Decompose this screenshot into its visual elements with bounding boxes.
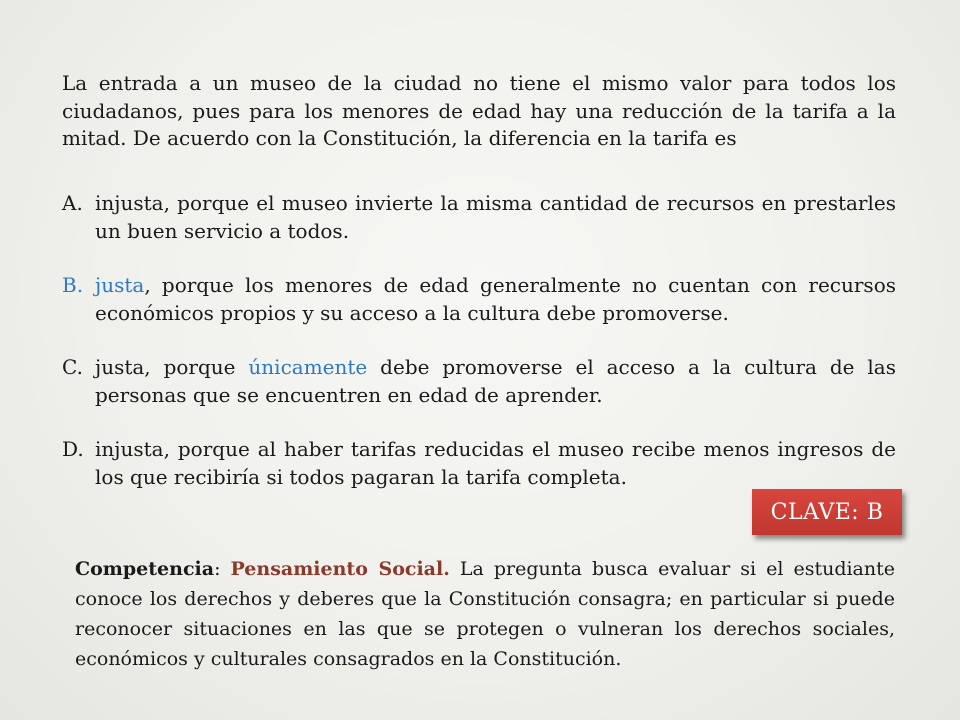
- competencia-text: La pregunta busca evaluar si el estudiante conoce los derechos y deberes que la Constitución consagra; en particular si puede reconocer situaciones en las que se protegen o vulneran los derechos sociales, económicos y culturales consagrados en la Constitución.: [75, 558, 895, 670]
- option-text: justa, porque: [95, 355, 249, 379]
- option-letter: C.: [62, 355, 83, 379]
- competencia-separator: :: [214, 558, 231, 580]
- option-text: injusta, porque al haber tarifas reducidas el museo recibe menos ingresos de los que recibiría si todos pagaran la tarifa completa.: [95, 437, 896, 489]
- competencia-area: Pensamiento Social.: [230, 558, 450, 580]
- option-highlight: únicamente: [248, 355, 368, 379]
- option-text: debe promoverse el acceso a la cultura de las personas que se encuentren en edad de aprender.: [95, 355, 896, 407]
- option-letter: D.: [62, 437, 84, 461]
- competencia-label: Competencia: [75, 558, 215, 580]
- option-highlight: justa: [95, 273, 145, 297]
- option-text: injusta, porque el museo invierte la misma cantidad de recursos en prestarles un buen servicio a todos.: [95, 191, 896, 243]
- option-d: [62, 436, 896, 491]
- option-b: [62, 272, 896, 327]
- option-letter: B.: [62, 273, 84, 297]
- option-letter: A.: [62, 191, 83, 215]
- question-text: La entrada a un museo de la ciudad no tiene el mismo valor para todos los ciudadanos, pues para los menores de edad hay una reducción de la tarifa a la mitad. De acuerdo con la Constitución, la diferencia en la tarifa es: [62, 71, 896, 150]
- option-a: [62, 190, 896, 245]
- option-c: [62, 354, 896, 409]
- option-text: , porque los menores de edad generalmente no cuentan con recursos económicos propios y su acceso a la cultura debe promoverse.: [95, 273, 896, 325]
- competencia-paragraph: [75, 554, 895, 674]
- answer-options: [62, 190, 896, 518]
- answer-key-badge: CLAVE: B: [752, 489, 902, 535]
